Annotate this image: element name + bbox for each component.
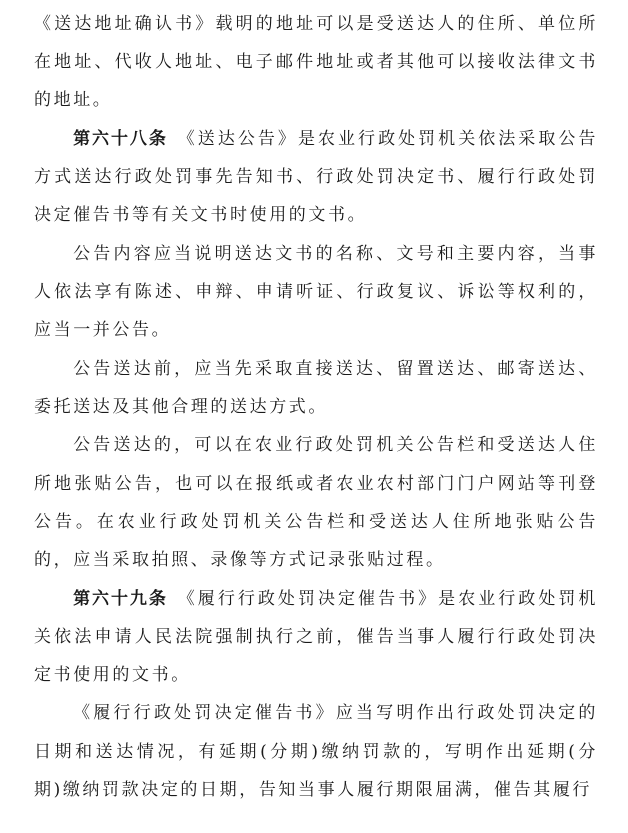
paragraph-3 [34,235,598,350]
paragraph-1 [34,5,598,120]
paragraph-7 [34,694,598,809]
paragraph-text: 公告送达前，应当先采取直接送达、留置送达、邮寄送达、委托送达及其他合理的送达方式。 [34,358,598,417]
paragraph-text: 公告送达的，可以在农业行政处罚机关公告栏和受送达人住所地张贴公告，也可以在报纸或者农业农村部门门户网站等刊登公告。在农业行政处罚机关公告栏和受送达人住所地张贴公告的，应当采取拍照、录像等方式记录张贴过程。 [34,435,598,571]
paragraph-4 [34,350,598,426]
paragraph-text: 《履行行政处罚决定催告书》应当写明作出行政处罚决定的日期和送达情况，有延期(分期)缴纳罚款的，写明作出延期(分期)缴纳罚款决定的日期，告知当事人履行期限届满，催告其履行 [34,703,598,800]
paragraph-6 [34,580,598,695]
paragraph-text: 公告内容应当说明送达文书的名称、文号和主要内容，当事人依法享有陈述、申辩、申请听证、行政复议、诉讼等权利的，应当一并公告。 [34,243,598,341]
paragraph-text: 《履行行政处罚决定催告书》是农业行政处罚机关依法申请人民法院强制执行之前，催告当事人履行行政处罚决定书使用的文书。 [34,588,599,685]
paragraph-5 [34,426,598,579]
article-number: 第六十九条 [73,588,168,609]
paragraph-text: 《送达地址确认书》载明的地址可以是受送达人的住所、单位所在地址、代收人地址、电子邮件地址或者其他可以接收法律文书的地址。 [34,14,598,111]
paragraph-2 [34,120,598,235]
article-number: 第六十八条 [73,128,168,149]
paragraph-text: 《送达公告》是农业行政处罚机关依法采取公告方式送达行政处罚事先告知书、行政处罚决定书、履行行政处罚决定催告书等有关文书时使用的文书。 [34,128,599,226]
